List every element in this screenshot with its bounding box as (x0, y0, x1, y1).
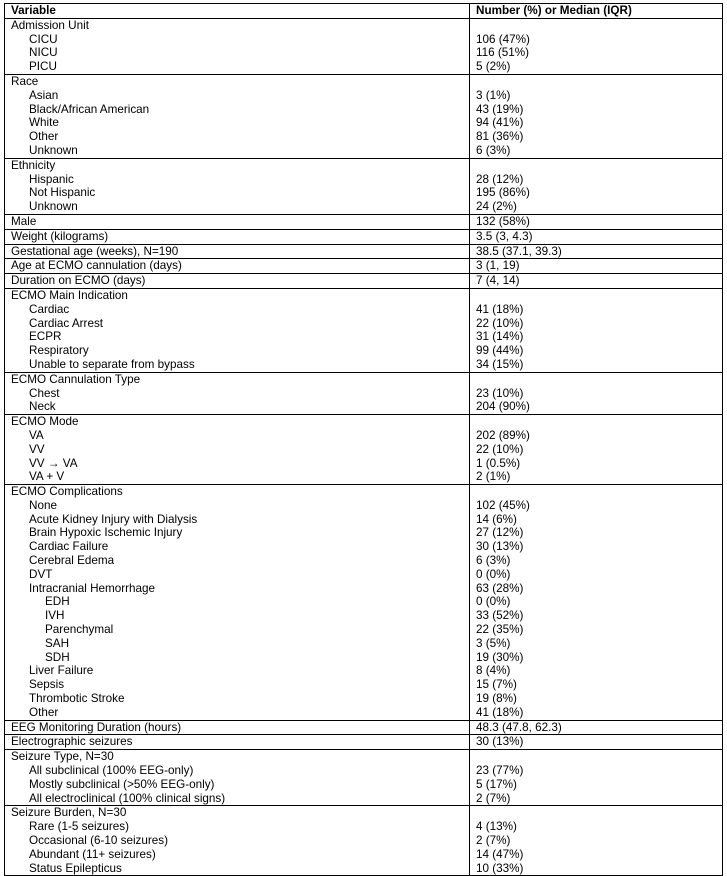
table-row (5, 372, 723, 414)
variable-value: 30 (13%) (476, 735, 524, 749)
table-row (5, 735, 723, 750)
variable-value: 116 (51%) (476, 46, 530, 60)
variable-label: ECMO Mode (11, 415, 79, 429)
variable-value: 99 (44%) (476, 344, 524, 358)
variable-value: 48.3 (47.8, 62.3) (476, 720, 562, 734)
table-row (5, 158, 723, 214)
variable-value (476, 373, 722, 387)
value-cell (470, 750, 723, 806)
variable-value: 38.5 (37.1, 39.3) (476, 244, 562, 258)
variable-value: 132 (58%) (476, 214, 530, 228)
variable-label: PICU (29, 60, 57, 74)
variable-value: 2 (7%) (476, 791, 511, 805)
variable-label: CICU (29, 32, 58, 46)
variable-label: None (29, 498, 57, 512)
header-row (5, 4, 723, 19)
variable-label: Race (11, 74, 39, 88)
variable-value: 33 (52%) (476, 609, 524, 623)
variable-label: VV → VA (29, 456, 78, 470)
variable-label: Seizure Type, N=30 (11, 750, 114, 764)
variable-label: Weight (kilograms) (11, 229, 109, 243)
variable-value: 94 (41%) (476, 116, 524, 130)
variable-label: Brain Hypoxic Ischemic Injury (29, 526, 183, 540)
variable-label: Admission Unit (11, 18, 89, 32)
variable-label: Male (11, 214, 37, 228)
variable-label: ECMO Cannulation Type (11, 372, 141, 386)
value-cell (470, 372, 723, 414)
table-row (5, 288, 723, 372)
value-cell (470, 485, 723, 721)
variable-label: Electrographic seizures (11, 735, 133, 749)
variable-cell (5, 259, 470, 274)
variable-label: ECMO Main Indication (11, 288, 128, 302)
variable-label: EEG Monitoring Duration (hours) (11, 720, 182, 734)
value-cell (470, 274, 723, 289)
variable-label: DVT (29, 567, 53, 581)
variable-label: ECMO Complications (11, 485, 123, 499)
variable-cell (5, 229, 470, 244)
table-edge (4, 869, 6, 874)
table-row (5, 750, 723, 806)
table-row (5, 214, 723, 229)
variable-label: All subclinical (100% EEG-only) (29, 764, 194, 778)
variable-label: IVH (45, 609, 65, 623)
value-cell (470, 720, 723, 735)
table-row (5, 244, 723, 259)
variable-label: Cardiac Failure (29, 540, 109, 554)
variable-cell (5, 372, 470, 414)
value-cell (470, 229, 723, 244)
variable-label: All electroclinical (100% clinical signs) (29, 791, 226, 805)
variable-value: 6 (3%) (476, 554, 511, 568)
value-cell (470, 735, 723, 750)
variable-label: ECPR (29, 330, 62, 344)
variable-label: NICU (29, 46, 58, 60)
value-cell (470, 288, 723, 372)
header-variable: Variable (5, 4, 470, 19)
variable-label: Black/African American (29, 102, 150, 116)
variable-value: 3 (1, 19) (476, 259, 520, 273)
value-cell (470, 74, 723, 158)
header-value: Number (%) or Median (IQR) (470, 4, 723, 19)
variable-value: 3 (1%) (476, 88, 511, 102)
variable-value: 2 (1%) (476, 470, 511, 484)
variable-label: Age at ECMO cannulation (days) (11, 259, 182, 273)
variable-value: 81 (36%) (476, 130, 524, 144)
variable-value: 63 (28%) (476, 581, 524, 595)
value-cell (470, 259, 723, 274)
value-cell (470, 214, 723, 229)
variable-value: 15 (7%) (476, 678, 517, 692)
variable-label: Liver Failure (29, 664, 94, 678)
variable-label: Abundant (11+ seizures) (29, 847, 156, 861)
variable-value: 3 (5%) (476, 636, 511, 650)
variable-label: Unknown (29, 143, 78, 157)
variable-label: Asian (29, 88, 59, 102)
variable-label: Cardiac (29, 302, 70, 316)
variable-label: SAH (45, 636, 70, 650)
table-body (5, 18, 723, 876)
variable-label: White (29, 116, 59, 130)
variable-label: Respiratory (29, 344, 89, 358)
variable-value: 8 (4%) (476, 664, 511, 678)
table-row (5, 720, 723, 735)
variable-value: 41 (18%) (476, 302, 524, 316)
variable-value (476, 289, 722, 303)
variable-label: Parenchymal (45, 623, 114, 637)
variable-value: 6 (3%) (476, 143, 511, 157)
variable-value: 23 (77%) (476, 764, 524, 778)
variable-label: Seizure Burden, N=30 (11, 806, 127, 820)
variable-value: 10 (33%) (476, 861, 524, 875)
variable-label: Duration on ECMO (days) (11, 274, 146, 288)
variable-value: 43 (19%) (476, 102, 524, 116)
variable-cell (5, 18, 470, 74)
variable-value: 14 (47%) (476, 847, 524, 861)
value-cell (470, 415, 723, 485)
variable-value (476, 806, 722, 820)
variable-cell (5, 214, 470, 229)
variable-label: Thrombotic Stroke (29, 692, 125, 706)
variable-label: EDH (45, 595, 70, 609)
characteristics-table (4, 3, 723, 876)
variable-label: Unknown (29, 200, 78, 214)
variable-value: 0 (0%) (476, 595, 511, 609)
variable-value: 7 (4, 14) (476, 274, 520, 288)
variable-value: 106 (47%) (476, 32, 530, 46)
variable-label: Occasional (6-10 seizures) (29, 834, 169, 848)
variable-value (476, 750, 722, 764)
variable-value: 41 (18%) (476, 705, 524, 719)
variable-value: 22 (35%) (476, 623, 524, 637)
variable-cell (5, 415, 470, 485)
variable-label: Unable to separate from bypass (29, 357, 195, 371)
variable-value: 24 (2%) (476, 200, 517, 214)
variable-label: Mostly subclinical (>50% EEG-only) (29, 777, 215, 791)
variable-label: VA + V (29, 470, 65, 484)
variable-value (476, 485, 722, 499)
table-row (5, 485, 723, 721)
variable-value: 102 (45%) (476, 498, 530, 512)
variable-label: Not Hispanic (29, 186, 96, 200)
value-cell (470, 158, 723, 214)
variable-label: Gestational age (weeks), N=190 (11, 244, 179, 258)
variable-label: Acute Kidney Injury with Dialysis (29, 512, 198, 526)
variable-value: 3.5 (3, 4.3) (476, 229, 533, 243)
table-row (5, 18, 723, 74)
variable-value (476, 19, 722, 33)
variable-value: 1 (0.5%) (476, 456, 521, 470)
variable-value: 28 (12%) (476, 172, 524, 186)
variable-value: 30 (13%) (476, 540, 524, 554)
variable-label: Chest (29, 386, 60, 400)
variable-label: Other (29, 705, 59, 719)
table-row (5, 274, 723, 289)
table-row (5, 259, 723, 274)
variable-label: Hispanic (29, 172, 74, 186)
table-row (5, 229, 723, 244)
variable-value: 14 (6%) (476, 512, 517, 526)
value-cell (470, 244, 723, 259)
variable-label: Ethnicity (11, 158, 56, 172)
variable-label: SDH (45, 650, 70, 664)
variable-value: 204 (90%) (476, 400, 530, 414)
variable-value (476, 415, 722, 429)
variable-cell (5, 274, 470, 289)
variable-cell (5, 158, 470, 214)
variable-value: 23 (10%) (476, 386, 524, 400)
variable-value: 4 (13%) (476, 820, 517, 834)
value-cell (470, 806, 723, 876)
table-row (5, 806, 723, 876)
variable-value (476, 75, 722, 89)
table-row (5, 415, 723, 485)
variable-value: 22 (10%) (476, 442, 524, 456)
variable-cell (5, 806, 470, 876)
variable-label: Cerebral Edema (29, 554, 115, 568)
variable-cell (5, 288, 470, 372)
variable-label: Neck (29, 400, 56, 414)
variable-label: Intracranial Hemorrhage (29, 581, 156, 595)
variable-cell (5, 720, 470, 735)
variable-value (476, 159, 722, 173)
variable-label: VA (29, 428, 44, 442)
variable-value: 34 (15%) (476, 357, 524, 371)
variable-label: Cardiac Arrest (29, 316, 104, 330)
variable-value: 19 (30%) (476, 650, 524, 664)
variable-label: Other (29, 130, 59, 144)
variable-label: VV (29, 442, 45, 456)
variable-value: 31 (14%) (476, 330, 524, 344)
table-row (5, 74, 723, 158)
variable-value: 202 (89%) (476, 428, 530, 442)
variable-value: 22 (10%) (476, 316, 524, 330)
variable-value: 2 (7%) (476, 834, 511, 848)
variable-cell (5, 485, 470, 721)
variable-value: 195 (86%) (476, 186, 530, 200)
variable-cell (5, 244, 470, 259)
variable-label: Rare (1-5 seizures) (29, 820, 130, 834)
variable-cell (5, 750, 470, 806)
variable-value: 5 (17%) (476, 777, 517, 791)
variable-value: 5 (2%) (476, 60, 511, 74)
variable-value: 27 (12%) (476, 526, 524, 540)
variable-value: 19 (8%) (476, 692, 517, 706)
variable-cell (5, 735, 470, 750)
variable-label: Sepsis (29, 678, 65, 692)
value-cell (470, 18, 723, 74)
variable-label: Status Epilepticus (29, 861, 122, 875)
variable-cell (5, 74, 470, 158)
variable-value: 0 (0%) (476, 567, 511, 581)
